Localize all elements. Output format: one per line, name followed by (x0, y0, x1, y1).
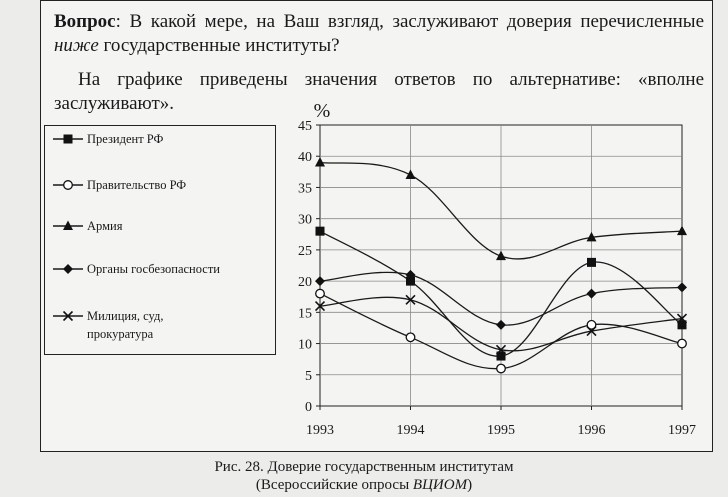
chart-note: На графике приведены значения ответов по альтернативе: «вполне заслуживают». (54, 69, 704, 114)
legend-label: Органы госбезопасности (87, 262, 220, 276)
y-tick-label: 45 (298, 119, 312, 134)
data-point-series-1 (316, 227, 325, 236)
data-point-series-2 (316, 289, 325, 298)
legend-label-cont: прокуратура (87, 327, 154, 341)
caption-suffix: ) (467, 477, 473, 493)
x-tick-label: 1995 (487, 423, 515, 438)
question-label: Вопрос (54, 11, 116, 32)
caption-org: ВЦИОМ (412, 477, 468, 493)
legend-label: Милиция, суд, (87, 309, 164, 323)
x-tick-label: 1994 (396, 423, 425, 438)
y-tick-label: 10 (298, 337, 312, 353)
legend-label: Правительство РФ (87, 178, 187, 192)
x-tick-label: 1996 (577, 423, 606, 438)
data-point-series-2 (406, 333, 415, 342)
y-tick-label: 15 (298, 306, 312, 322)
caption-line-1: Рис. 28. Доверие государственным институтам (214, 459, 514, 475)
data-point-series-1 (587, 258, 596, 267)
y-tick-label: 0 (305, 400, 312, 415)
figure-caption (0, 458, 728, 494)
y-tick-label: 20 (298, 275, 312, 291)
question-italic: ниже (54, 35, 99, 56)
y-tick-label: 5 (305, 368, 312, 384)
y-tick-label: 30 (298, 212, 312, 228)
y-tick-label: 35 (298, 181, 312, 197)
legend-label: Президент РФ (87, 132, 164, 146)
data-point-series-2 (497, 364, 506, 373)
y-axis-label: % (313, 100, 331, 122)
y-tick-label: 40 (298, 150, 312, 166)
caption-prefix: (Всероссийские опросы (255, 477, 413, 493)
x-tick-label: 1993 (306, 423, 334, 438)
question-body: : В какой мере, на Ваш взгляд, заслуживают доверия перечисленные (115, 11, 704, 32)
legend-label: Армия (87, 219, 123, 233)
data-point-series-2 (678, 339, 687, 348)
y-tick-label: 25 (298, 243, 312, 259)
question-body-end: государственные институты? (98, 35, 340, 56)
x-tick-label: 1997 (668, 423, 696, 438)
caption-line-2 (0, 476, 728, 494)
